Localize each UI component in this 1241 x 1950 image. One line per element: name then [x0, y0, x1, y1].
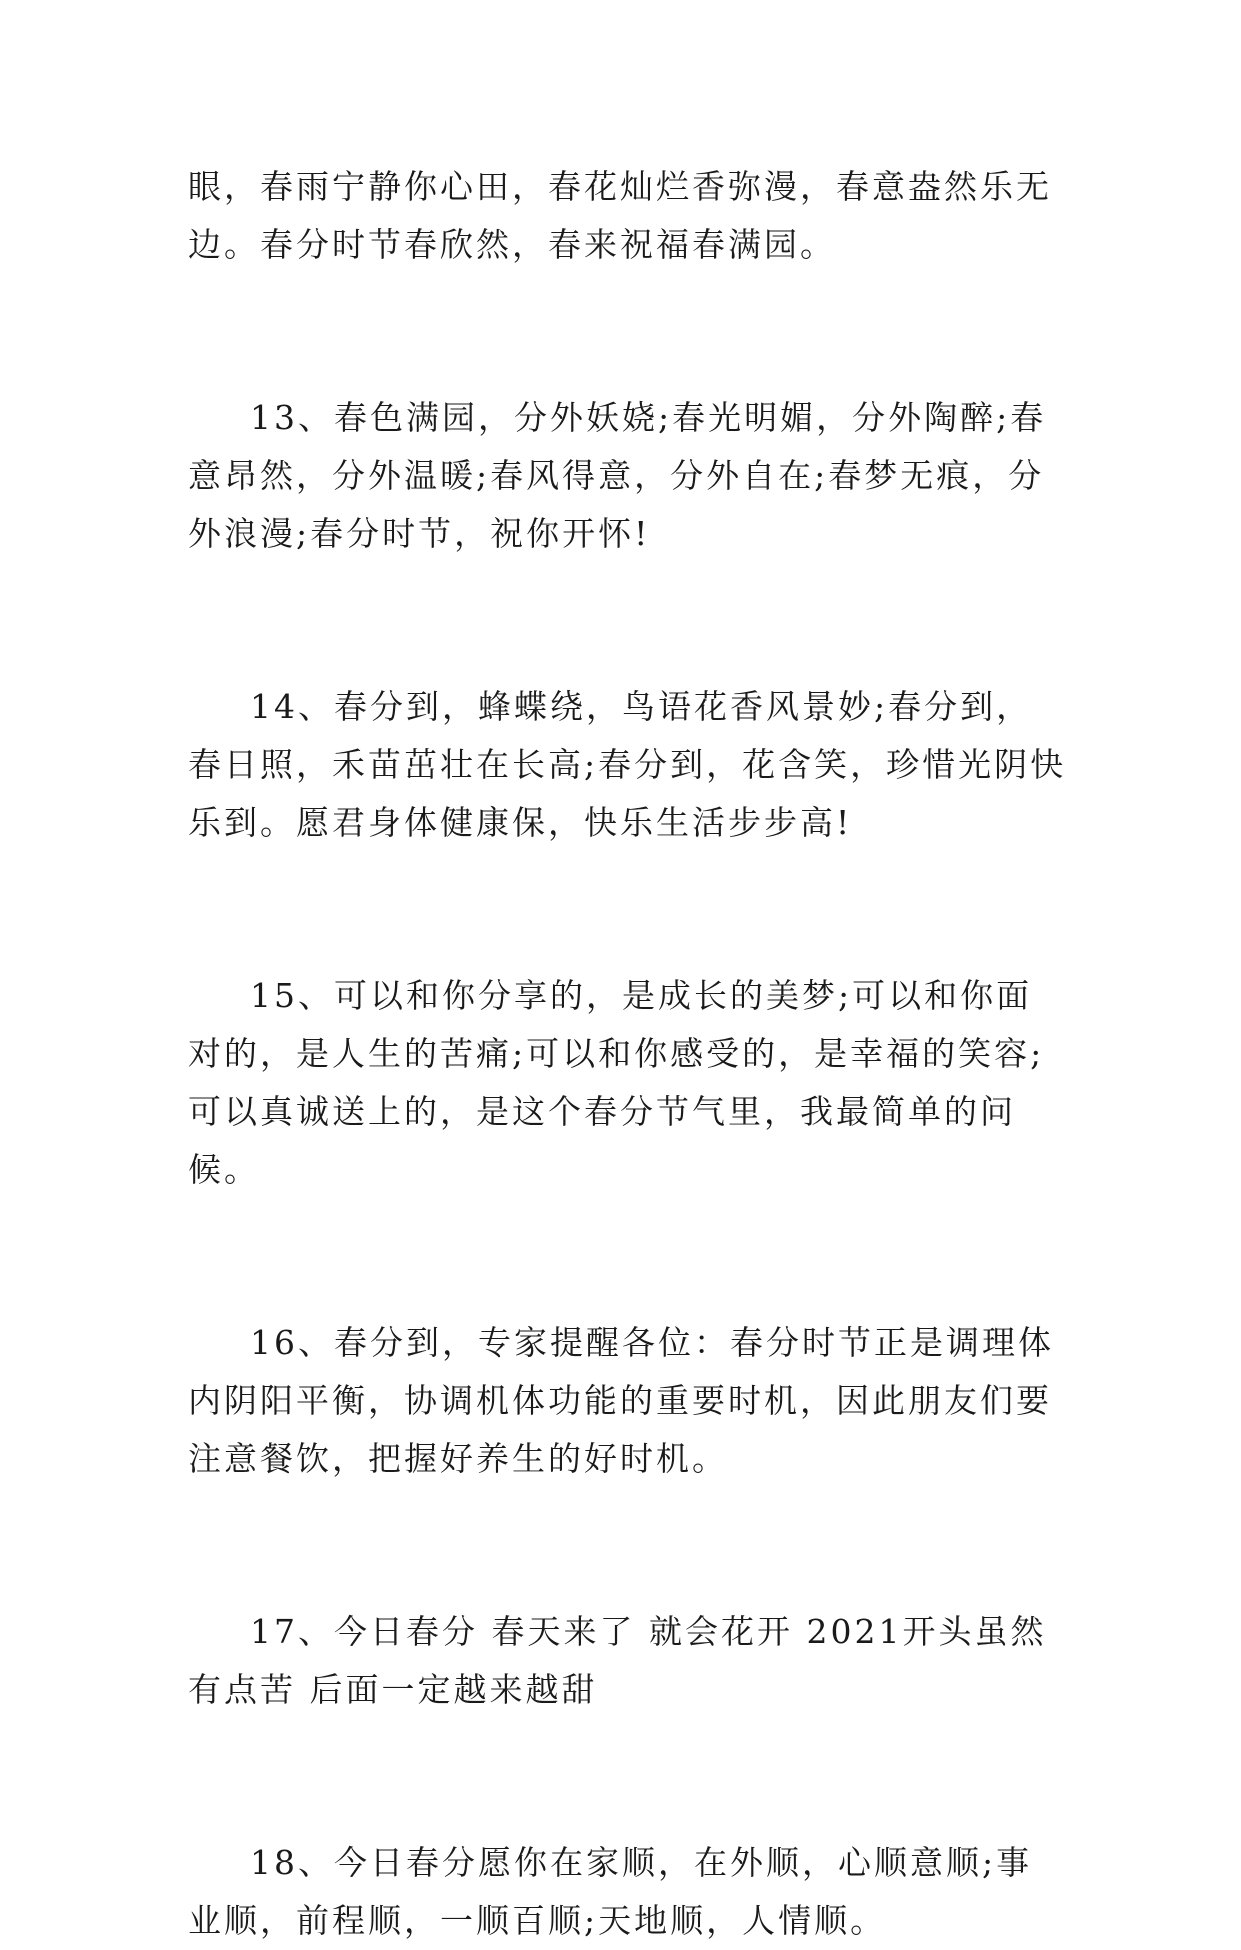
paragraph-gap — [188, 1199, 1068, 1314]
paragraph-13: 13、春色满园，分外妖娆;春光明媚，分外陶醉;春意昂然，分外温暖;春风得意，分外自在;春梦无痕，分外浪漫;春分时节，祝你开怀! — [188, 398, 1047, 553]
paragraph-16: 16、春分到，专家提醒各位：春分时节正是调理体内阴阳平衡，协调机体功能的重要时机，因此朋友们要注意餐饮，把握好养生的好时机。 — [188, 1323, 1054, 1478]
paragraph-14: 14、春分到，蜂蝶绕，鸟语花香风景妙;春分到，春日照，禾苗茁壮在长高;春分到，花含笑，珍惜光阴快乐到。愿君身体健康保，快乐生活步步高! — [188, 687, 1067, 842]
paragraph-gap — [188, 274, 1068, 389]
document-body — [188, 158, 1068, 1950]
paragraph-12-continued: 眼，春雨宁静你心田，春花灿烂香弥漫，春意盎然乐无边。春分时节春欣然，春来祝福春满园。 — [188, 167, 1052, 264]
paragraph-15: 15、可以和你分享的，是成长的美梦;可以和你面对的，是人生的苦痛;可以和你感受的，是幸福的笑容;可以真诚送上的，是这个春分节气里，我最简单的问候。 — [188, 976, 1045, 1189]
paragraph-gap — [188, 1719, 1068, 1834]
paragraph-17: 17、今日春分 春天来了 就会花开 2021开头虽然有点苦 后面一定越来越甜 — [188, 1612, 1047, 1709]
paragraph-gap — [188, 1488, 1068, 1603]
paragraph-18: 18、今日春分愿你在家顺，在外顺，心顺意顺;事业顺，前程顺，一顺百顺;天地顺，人情顺。 — [188, 1843, 1033, 1940]
paragraph-gap — [188, 852, 1068, 967]
paragraph-gap — [188, 563, 1068, 678]
